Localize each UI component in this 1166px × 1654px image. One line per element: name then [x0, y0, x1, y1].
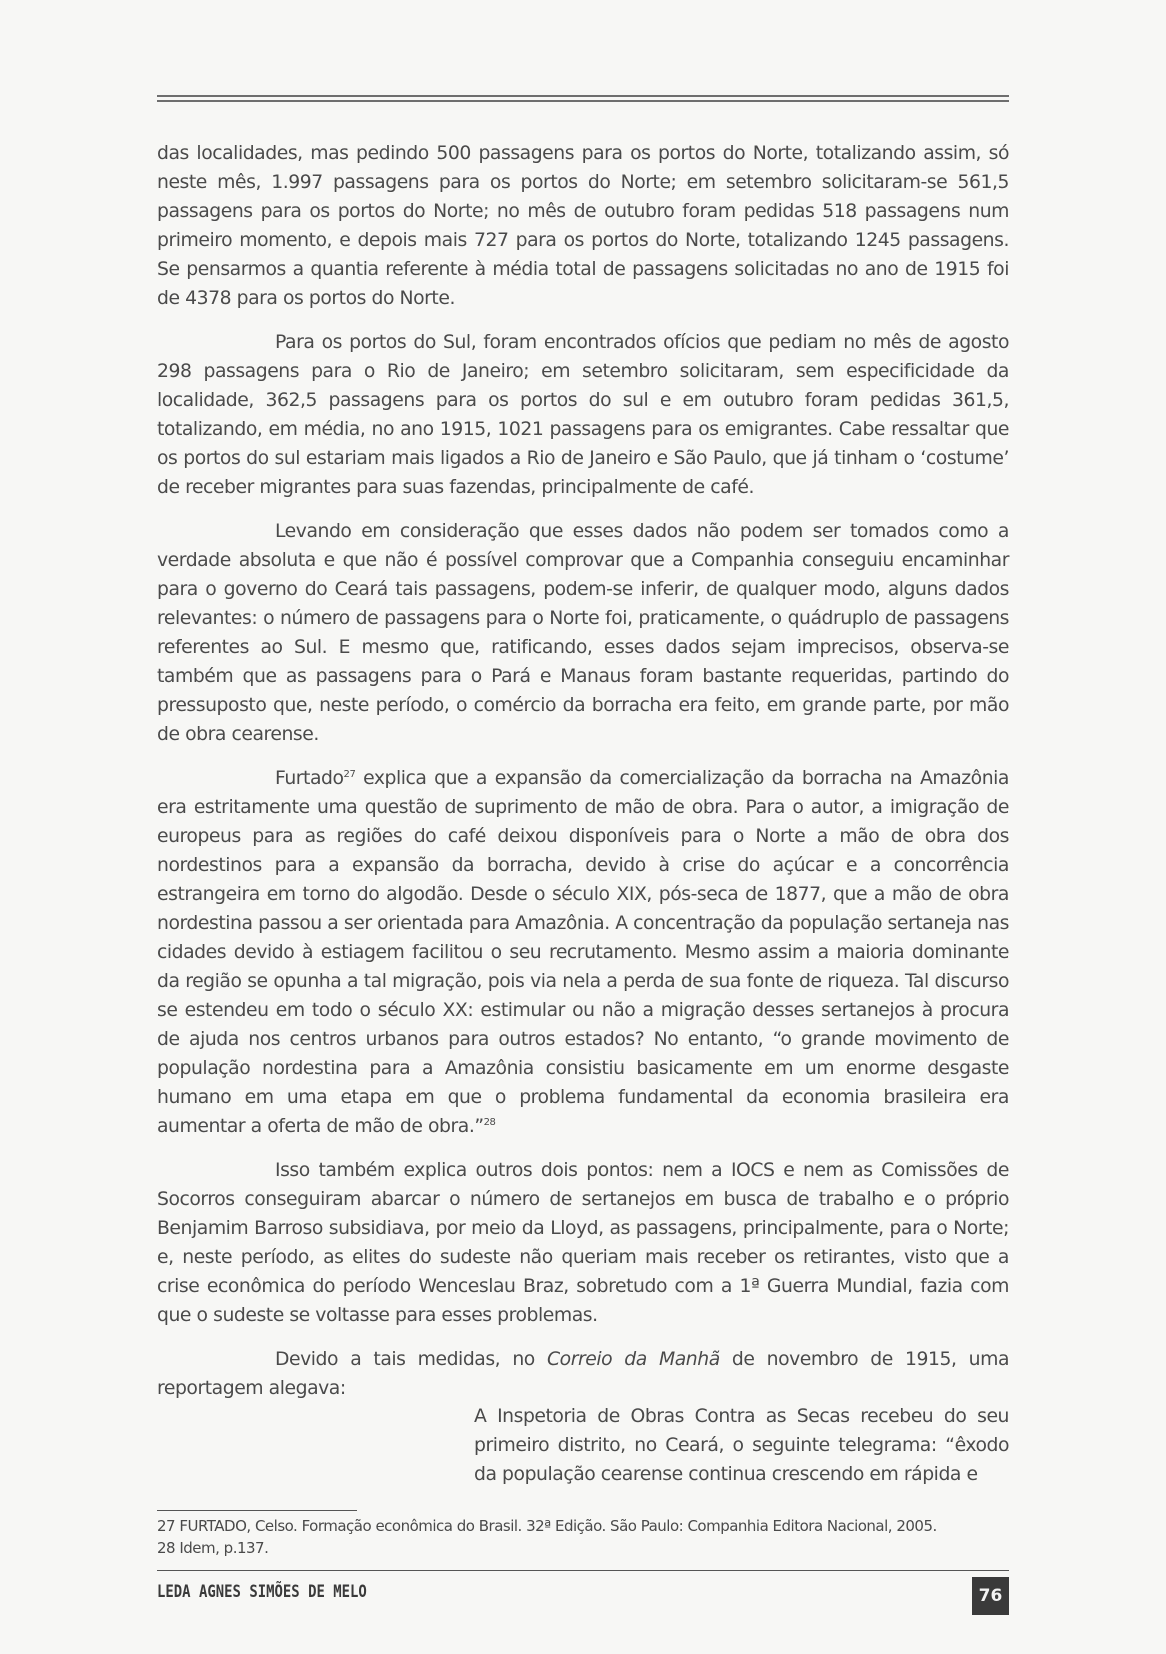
- paragraph-4-body: explica que a expansão da comercialização da borracha na Amazônia era estritamente uma questão de suprimento de mão de obra. Para o autor, a imigração de europeus para as regiões do café deixou disponíveis para o Norte a mão de obra dos nordestinos para a expansão da borracha, devido à crise do açúcar e a concorrência estrangeira em torno do algodão. Desde o século XIX, pós-seca de 1877, que a mão de obra nordestina passou a ser orientada para Amazônia. A concentração da população sertaneja nas cidades devido à estiagem facilitou o seu recrutamento. Mesmo assim a maioria dominante da região se opunha a tal migração, pois via nela a perda de sua fonte de riqueza. Tal discurso se estendeu em todo o século XX: estimular ou não a migração desses sertanejos à procura de ajuda nos centros urbanos para outros estados? No entanto, “o grande movimento de população nordestina para a Amazônia consistiu basicamente em um enorme desgaste humano em uma etapa em que o problema fundamental da economia brasileira era aumentar a oferta de mão de obra.”: [157, 768, 1009, 1137]
- footnote-ref-27[interactable]: 27: [343, 769, 356, 780]
- footer-author: LEDA AGNES SIMÕES DE MELO: [157, 1582, 367, 1602]
- footnote-27: 27 FURTADO, Celso. Formação econômica do Brasil. 32ª Edição. São Paulo: Companhia Editora Nacional, 2005.: [157, 1517, 937, 1535]
- footnote-ref-28[interactable]: 28: [483, 1117, 496, 1128]
- paragraph-2: Para os portos do Sul, foram encontrados ofícios que pediam no mês de agosto 298 passagens para o Rio de Janeiro; em setembro solicitaram, sem especificidade da localidade, 362,5 passagens para os portos do sul e em outubro foram pedidas 361,5, totalizando, em média, no ano 1915, 1021 passagens para os emigrantes. Cabe ressaltar que os portos do sul estariam mais ligados a Rio de Janeiro e São Paulo, que já tinham o ‘costume’ de receber migrantes para suas fazendas, principalmente de café.: [157, 332, 1009, 498]
- header-double-rule: [157, 95, 1009, 102]
- paragraph-6-end: de novembro de 1915, uma reportagem alegava:: [157, 1349, 1009, 1399]
- page-number-badge: 76: [972, 1577, 1009, 1615]
- footnote-separator: [157, 1510, 357, 1511]
- footer-rule: [157, 1570, 1009, 1571]
- paragraph-6-start: Devido a tais medidas, no: [275, 1349, 547, 1370]
- paragraph-6: [157, 1345, 1009, 1403]
- newspaper-title: Correio da Manhã: [547, 1349, 720, 1370]
- block-quote: A Inspetoria de Obras Contra as Secas recebeu do seu primeiro distrito, no Ceará, o seguinte telegrama: “êxodo da população cearense continua crescendo em rápida e: [474, 1406, 1009, 1485]
- paragraph-5: Isso também explica outros dois pontos: nem a IOCS e nem as Comissões de Socorros conseguiram abarcar o número de sertanejos em busca de trabalho e o próprio Benjamim Barroso subsidiava, por meio da Lloyd, as passagens, principalmente, para o Norte; e, neste período, as elites do sudeste não queriam mais receber os retirantes, visto que a crise econômica do período Wenceslau Braz, sobretudo com a 1ª Guerra Mundial, fazia com que o sudeste se voltasse para esses problemas.: [157, 1160, 1009, 1326]
- paragraph-1: das localidades, mas pedindo 500 passagens para os portos do Norte, totalizando assim, só neste mês, 1.997 passagens para os portos do Norte; em setembro solicitaram-se 561,5 passagens para os portos do Norte; no mês de outubro foram pedidas 518 passagens num primeiro momento, e depois mais 727 para os portos do Norte, totalizando 1245 passagens. Se pensarmos a quantia referente à média total de passagens solicitadas no ano de 1915 foi de 4378 para os portos do Norte.: [157, 143, 1009, 309]
- body-text: [157, 139, 1009, 1418]
- footnote-28: 28 Idem, p.137.: [157, 1539, 269, 1557]
- paragraph-4-start: Furtado: [275, 768, 344, 789]
- paragraph-4: [157, 764, 1009, 1141]
- paragraph-3: Levando em consideração que esses dados não podem ser tomados como a verdade absoluta e que não é possível comprovar que a Companhia conseguiu encaminhar para o governo do Ceará tais passagens, podem-se inferir, de qualquer modo, alguns dados relevantes: o número de passagens para o Norte foi, praticamente, o quádruplo de passagens referentes ao Sul. E mesmo que, ratificando, esses dados sejam imprecisos, observa-se também que as passagens para o Pará e Manaus foram bastante requeridas, partindo do pressuposto que, neste período, o comércio da borracha era feito, em grande parte, por mão de obra cearense.: [157, 521, 1009, 745]
- footnotes: [157, 1515, 1009, 1559]
